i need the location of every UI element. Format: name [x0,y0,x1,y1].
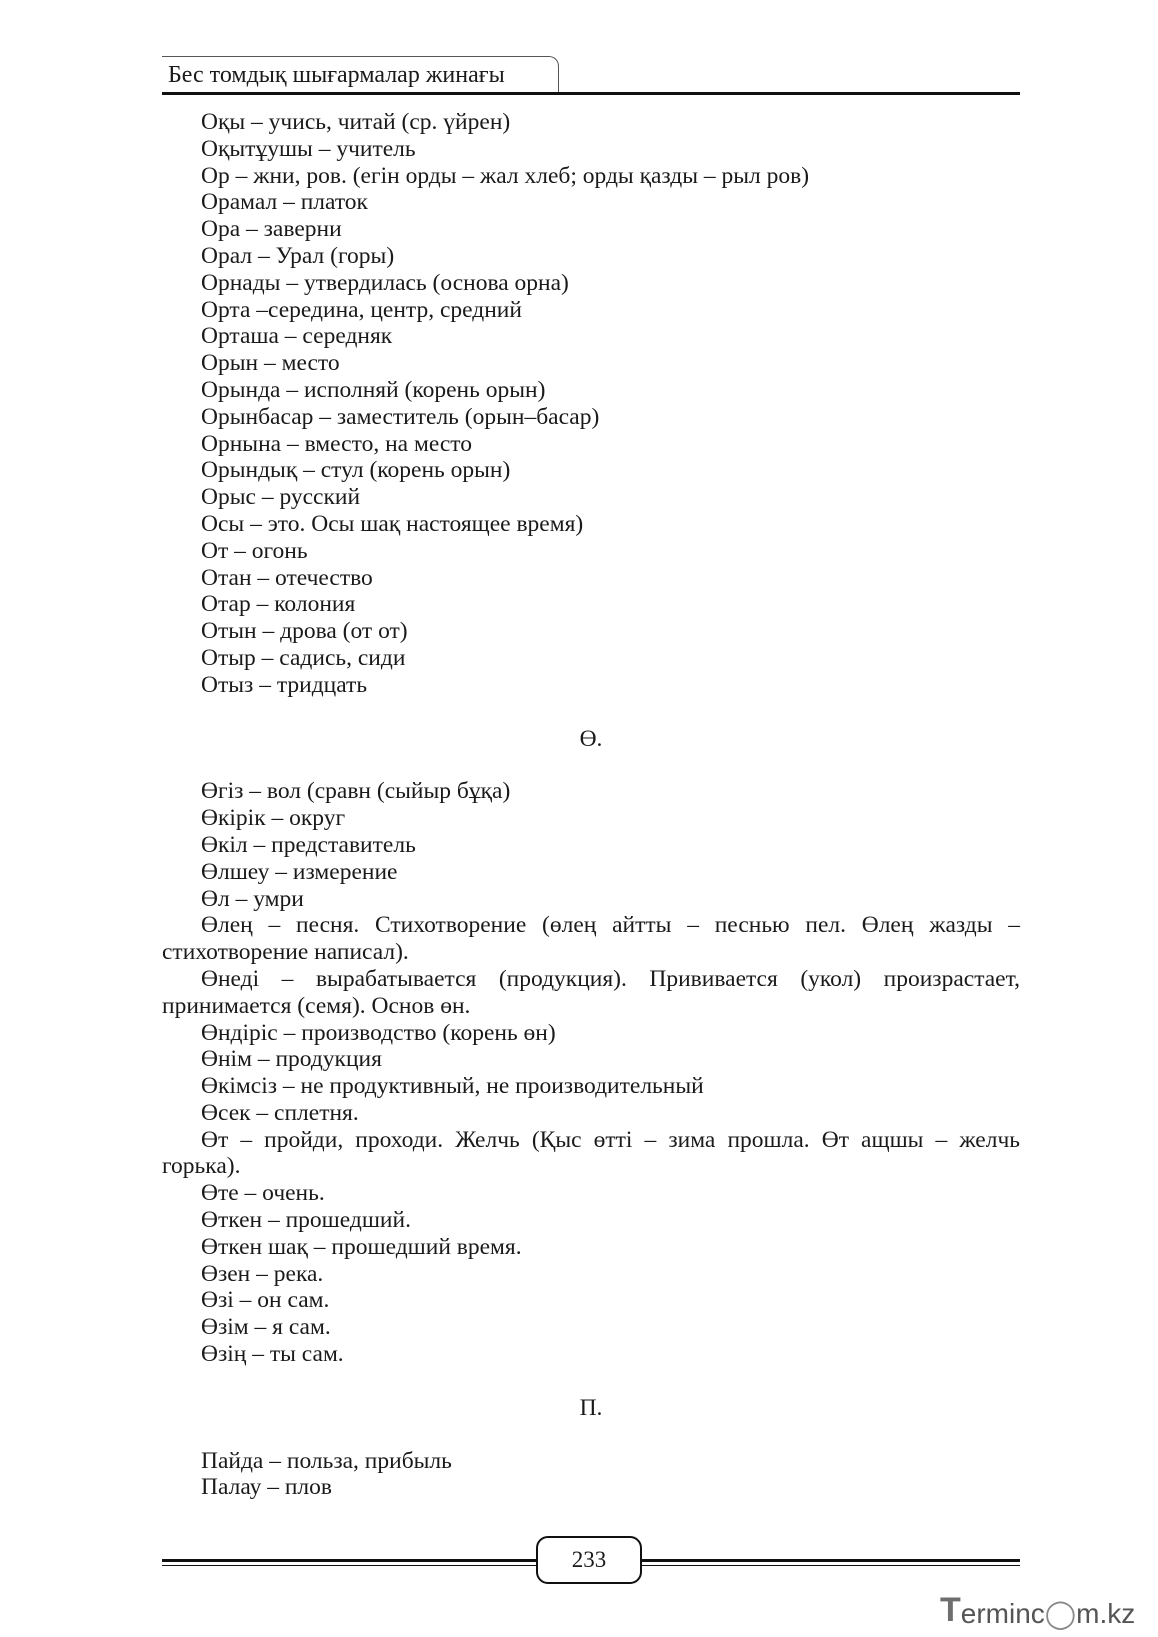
dictionary-entry: Өзің – ты сам. [201,1341,344,1368]
dictionary-entry: Өкіл – представитель [201,831,416,858]
watermark-text-end: m.kz [1076,1598,1136,1629]
dictionary-entry: Ор – жни, ров. (егін орды – жал хлеб; орды қазды – рыл ров) [201,162,810,189]
dictionary-entry: Осы – это. Осы шақ настоящее время) [201,510,584,537]
letter-heading-oe: Ө. [579,725,603,752]
dictionary-entry: Өткен шақ – прошедший время. [201,1233,522,1260]
dictionary-entry: Отын – дрова (от от) [201,618,408,645]
dictionary-entry: Өндіріс – производство (корень өн) [201,1019,556,1046]
watermark-initial: T [940,1591,961,1629]
dictionary-paragraph: Өнеді – вырабатывается (продукция). Прививается (укол) произрастает, принимается (семя). Основ өн. [162,965,1020,1019]
magnifier-icon: ◯ [1044,1598,1077,1629]
dictionary-entry: Ора – заверни [201,216,342,243]
running-header-title: Бес томдық шығармалар жинағы [168,62,505,88]
page-number: 233 [571,1547,607,1572]
dictionary-entry: Өкімсіз – не продуктивный, не производительный [201,1073,704,1100]
dictionary-entry: Өткен – прошедший. [201,1207,411,1234]
dictionary-entry: Орта –середина, центр, средний [201,296,522,323]
dictionary-entry: Орындық – стул (корень орын) [201,457,511,484]
dictionary-entry: Оқы – учись, читай (ср. үйрен) [201,109,511,135]
dictionary-entry: Орнына – вместо, на место [201,430,472,457]
page-number-box [536,1536,642,1584]
header-rule [162,92,1020,95]
dictionary-entry: Өзі – он сам. [201,1287,330,1314]
dictionary-entry: Орал – Урал (горы) [201,242,395,269]
dictionary-entry: Өл – умри [201,885,304,912]
dictionary-entry: Отыз – тридцать [201,671,368,698]
dictionary-entry: Отан – отечество [201,564,373,591]
dictionary-entry: Өзен – река. [201,1260,324,1287]
dictionary-paragraph: Өт – пройди, проходи. Желчь (Қыс өтті – зима прошла. Өт ащшы – желчь горька). [162,1126,1020,1180]
dictionary-entry: Өзім – я сам. [201,1314,331,1341]
dictionary-entry: Орыс – русский [201,484,361,511]
dictionary-entry: Отыр – садись, сиди [201,644,406,671]
dictionary-entry: Орнады – утвердилась (основа орна) [201,269,569,296]
dictionary-entry: Өсек – сплетня. [201,1099,359,1126]
dictionary-entry: Өте – очень. [201,1180,325,1207]
letter-heading-p: П. [579,1394,603,1421]
dictionary-entry: Орташа – середняк [201,323,393,350]
dictionary-entry: Отар – колония [201,591,356,618]
dictionary-entry: Өлшеу – измерение [201,858,398,885]
dictionary-entry: От – огонь [201,537,308,564]
dictionary-entry: Орамал – платок [201,189,368,216]
dictionary-entry: Өнім – продукция [201,1046,382,1073]
dictionary-paragraph: Өлең – песня. Стихотворение (өлең айтты – песнью пел. Өлең жазды – стихотворение написал). [162,912,1020,966]
dictionary-entry: Орынбасар – заместитель (орын–басар) [201,403,600,430]
dictionary-entry: Өкірік – округ [201,805,346,832]
page-body [162,109,1020,1501]
dictionary-entry: Өгіз – вол (сравн (сыйыр бұқа) [201,778,511,805]
dictionary-entry: Орын – место [201,350,340,377]
watermark-text-start: erminc [960,1598,1045,1629]
dictionary-entry: Пайда – польза, прибыль [201,1447,452,1474]
dictionary-entry: Палау – плов [201,1474,332,1501]
watermark-logo [940,1591,1136,1630]
dictionary-entry: Оқытұушы – учитель [201,135,416,162]
dictionary-entry: Орында – исполняй (корень орын) [201,376,546,403]
